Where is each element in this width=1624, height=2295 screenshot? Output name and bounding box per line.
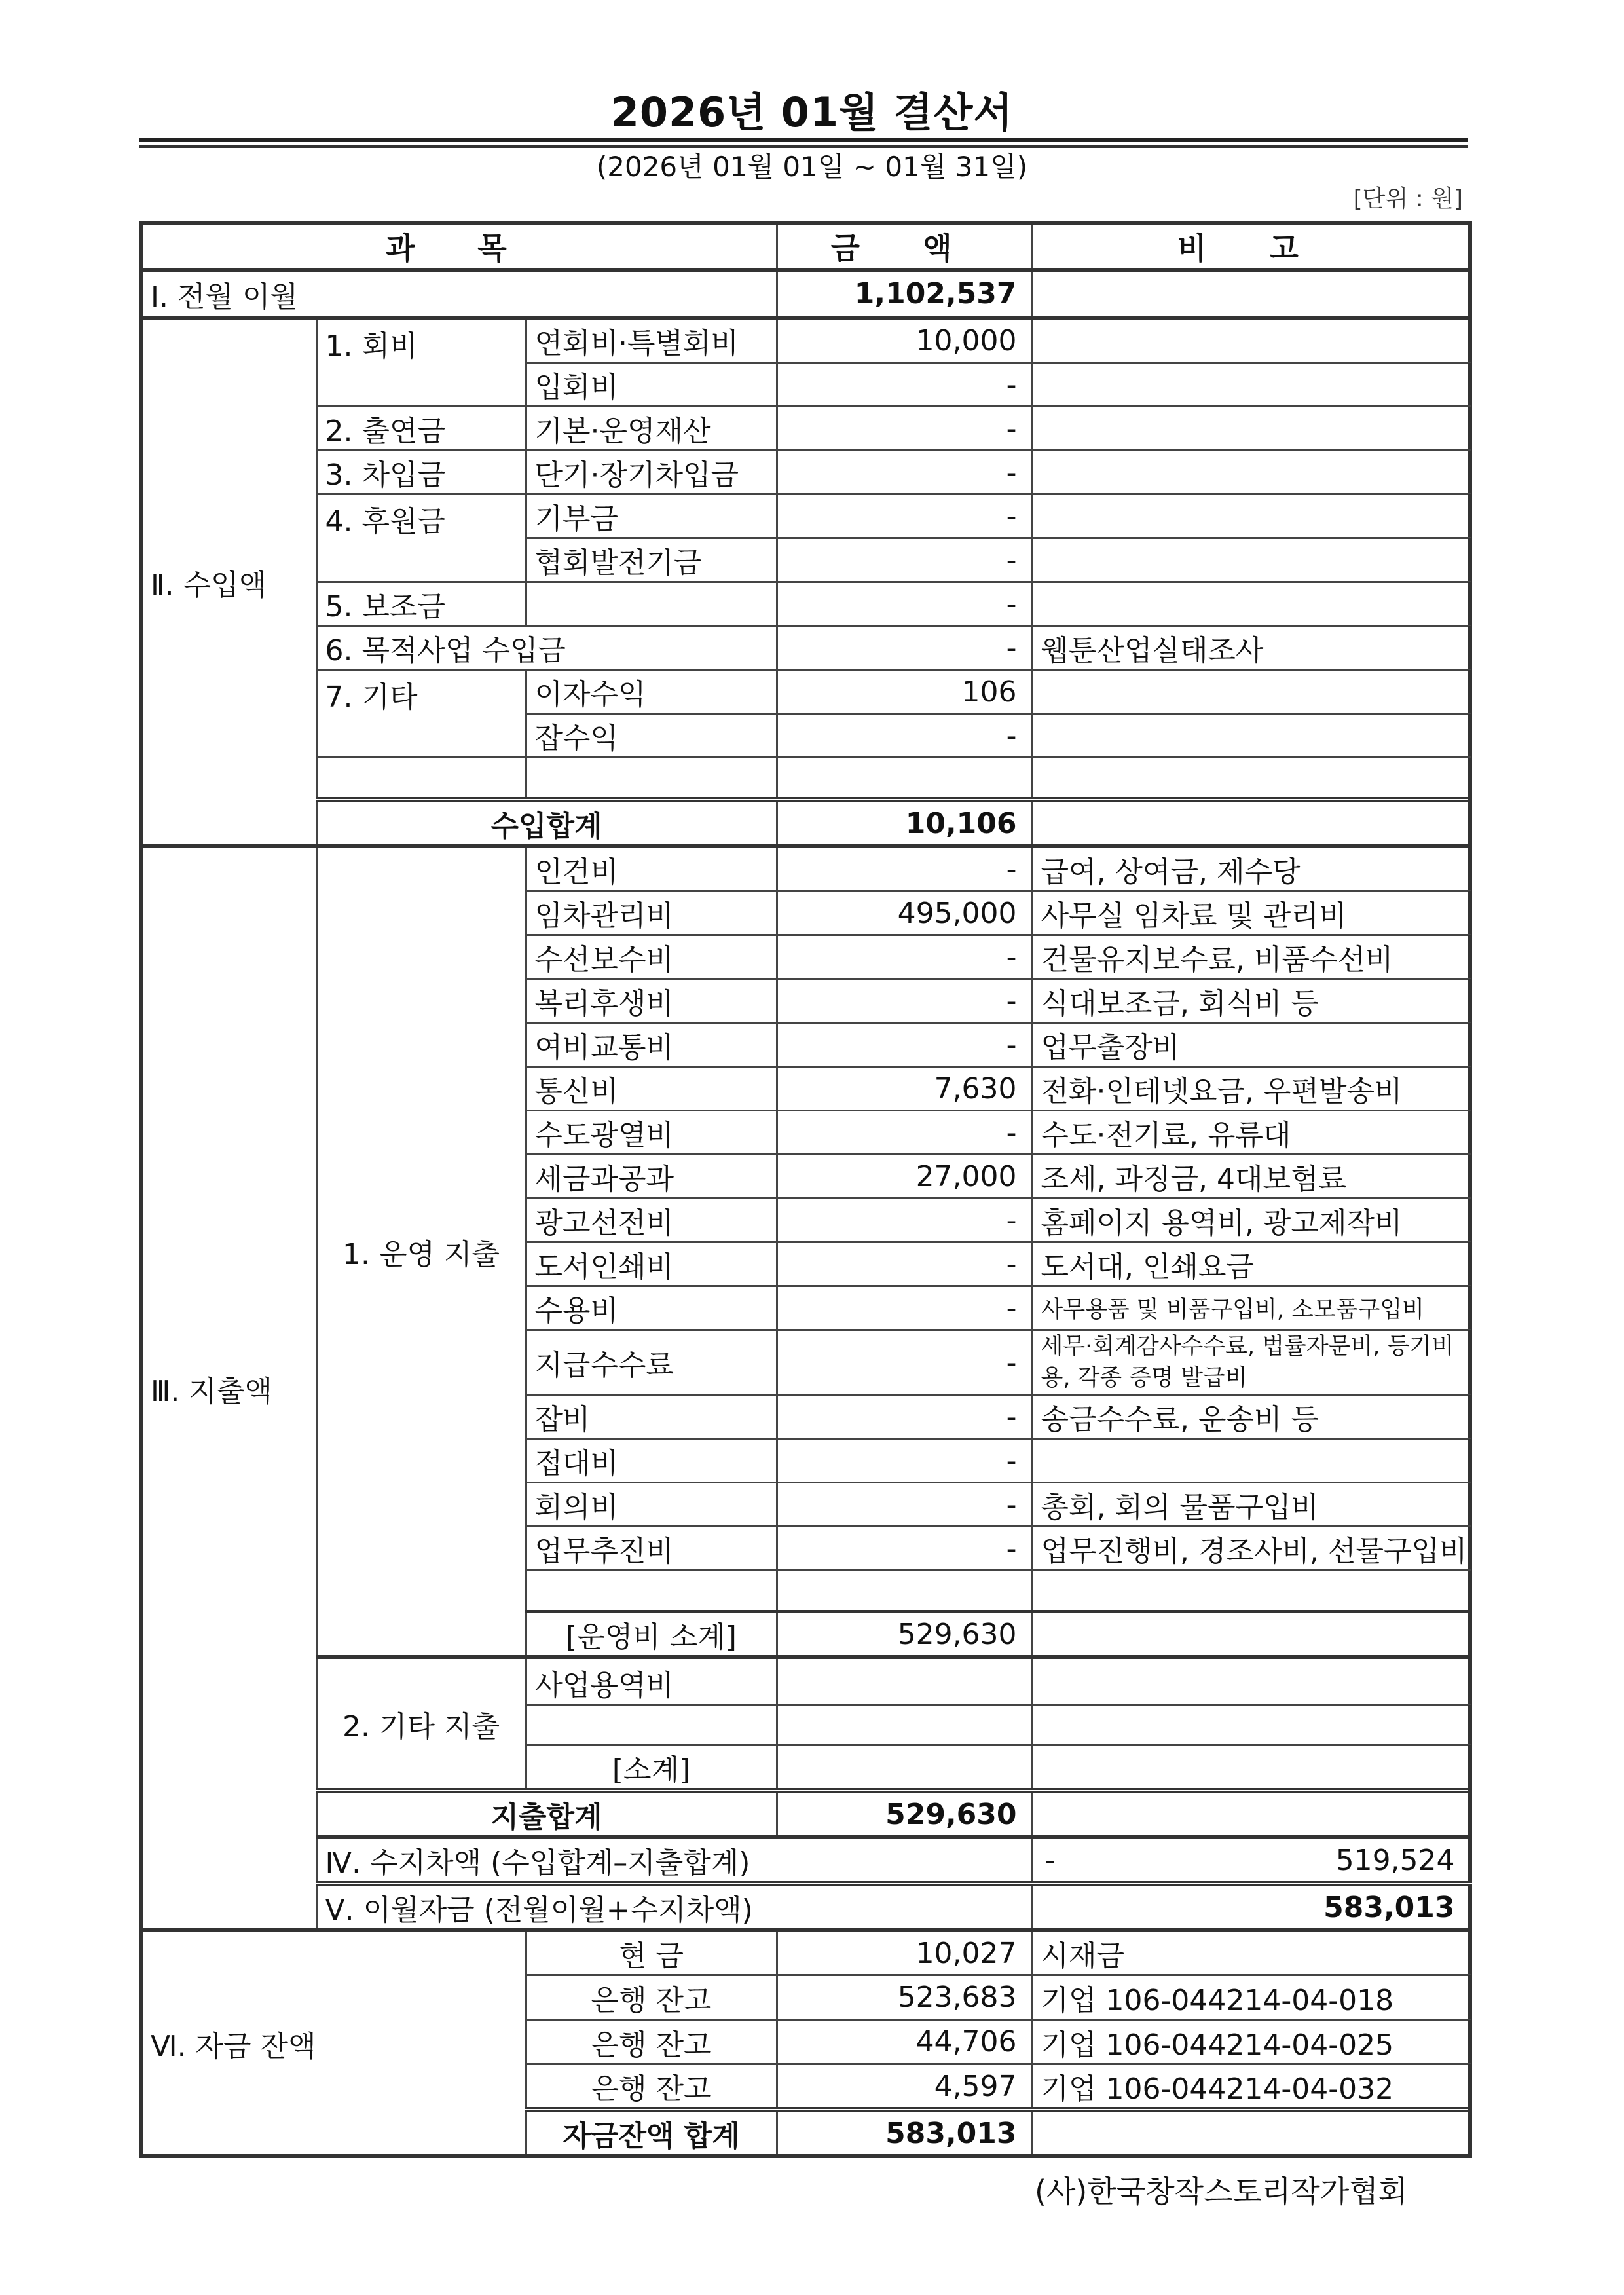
income-item: 기본·운영재산 (526, 407, 777, 451)
expense-item: 수선보수비 (526, 935, 777, 979)
table-header-row (141, 223, 1470, 270)
expense-amount: - (777, 1111, 1032, 1155)
expense-note (1032, 1571, 1470, 1612)
expense-note: 급여, 상여금, 제수당 (1032, 846, 1470, 891)
income-amount: - (777, 626, 1032, 670)
table-row (141, 626, 1470, 670)
income-amount: - (777, 494, 1032, 538)
document-title: 2026년 01월 결산서 (610, 88, 1014, 136)
expense-item: 수도광열비 (526, 1111, 777, 1155)
expense-note: 송금수수료, 운송비 등 (1032, 1395, 1470, 1439)
expense-amount: - (777, 979, 1032, 1023)
income-amount: - (777, 538, 1032, 582)
carryover-note (1032, 270, 1470, 318)
other-group-label: 2. 기타 지출 (316, 1657, 526, 1791)
table-row (141, 318, 1470, 363)
header-amount: 금 액 (777, 223, 1032, 270)
expense-total-row (141, 1791, 1470, 1837)
other-subtotal-note (1032, 1745, 1470, 1791)
expense-note: 홈페이지 용역비, 광고제작비 (1032, 1199, 1470, 1242)
organization-name: (사)한국창작스토리작가협회 (1035, 2174, 1408, 2209)
expense-item: 인건비 (526, 846, 777, 891)
balance-amount: 519,524 (1335, 1843, 1455, 1877)
header-subject: 과 목 (141, 223, 777, 270)
expense-note (1032, 1439, 1470, 1483)
expense-amount (777, 1571, 1032, 1612)
carryover-label: Ⅰ. 전월 이월 (141, 270, 777, 318)
expense-item: 통신비 (526, 1067, 777, 1111)
expense-note: 총회, 회의 물품구입비 (1032, 1483, 1470, 1527)
table-row (141, 670, 1470, 714)
income-group: 3. 차입금 (316, 451, 526, 494)
expense-note: 사무용품 및 비품구입비, 소모품구입비 (1032, 1286, 1470, 1330)
income-group: 6. 목적사업 수입금 (316, 626, 777, 670)
income-group: 7. 기타 (316, 670, 526, 758)
income-item: 연회비·특별회비 (526, 318, 777, 363)
expense-total-label: 지출합계 (316, 1791, 777, 1837)
expense-item (526, 1705, 777, 1745)
other-subtotal-amount (777, 1745, 1032, 1791)
income-item: 협회발전기금 (526, 538, 777, 582)
expense-item: 잡비 (526, 1395, 777, 1439)
expense-item: 접대비 (526, 1439, 777, 1483)
expense-amount: - (777, 1023, 1032, 1067)
income-total-amount: 10,106 (777, 800, 1032, 846)
income-section-label: Ⅱ. 수입액 (141, 318, 316, 846)
operating-group-label: 1. 운영 지출 (316, 846, 526, 1657)
other-subtotal-label: [소계] (526, 1745, 777, 1791)
balance-row (141, 1837, 1470, 1884)
expense-note: 식대보조금, 회식비 등 (1032, 979, 1470, 1023)
expense-note: 업무출장비 (1032, 1023, 1470, 1067)
funds-total-amount: 583,013 (777, 2110, 1032, 2156)
income-item (526, 582, 777, 626)
carry-forward-amount: 583,013 (1032, 1884, 1470, 1930)
income-note (1032, 451, 1470, 494)
income-item: 잡수익 (526, 714, 777, 758)
header-note: 비 고 (1032, 223, 1470, 270)
operating-subtotal-amount: 529,630 (777, 1612, 1032, 1658)
expense-total-note (1032, 1791, 1470, 1837)
expense-amount: - (777, 1439, 1032, 1483)
funds-total-label: 자금잔액 합계 (526, 2110, 777, 2156)
income-amount: - (777, 582, 1032, 626)
expense-amount: 495,000 (777, 891, 1032, 935)
table-row (141, 494, 1470, 538)
income-total-label: 수입합계 (316, 800, 777, 846)
income-amount (777, 758, 1032, 800)
expense-item: 세금과공과 (526, 1155, 777, 1199)
expense-amount: - (777, 1395, 1032, 1439)
income-amount: 10,000 (777, 318, 1032, 363)
fund-item: 은행 잔고 (526, 2020, 777, 2064)
table-row (141, 407, 1470, 451)
expense-amount: - (777, 1330, 1032, 1395)
funds-total-note (1032, 2110, 1470, 2156)
income-note (1032, 363, 1470, 407)
expense-note: 조세, 과징금, 4대보험료 (1032, 1155, 1470, 1199)
fund-note: 기업 106-044214-04-025 (1032, 2020, 1470, 2064)
expense-note: 수도·전기료, 유류대 (1032, 1111, 1470, 1155)
expense-item: 지급수수료 (526, 1330, 777, 1395)
expense-amount (777, 1705, 1032, 1745)
expense-total-amount: 529,630 (777, 1791, 1032, 1837)
expense-amount: 27,000 (777, 1155, 1032, 1199)
fund-note: 기업 106-044214-04-032 (1032, 2064, 1470, 2110)
table-row (141, 451, 1470, 494)
expense-note: 전화·인테넷요금, 우편발송비 (1032, 1067, 1470, 1111)
carry-forward-label: Ⅴ. 이월자금 (전월이월+수지차액) (316, 1884, 1032, 1930)
balance-label: Ⅳ. 수지차액 (수입합계–지출합계) (316, 1837, 1032, 1884)
income-note (1032, 318, 1470, 363)
carry-forward-row (141, 1884, 1470, 1930)
income-group: 4. 후원금 (316, 494, 526, 582)
expense-item: 수용비 (526, 1286, 777, 1330)
income-item: 이자수익 (526, 670, 777, 714)
income-group (316, 758, 526, 800)
expense-note: 업무진행비, 경조사비, 선물구입비 (1032, 1527, 1470, 1571)
expense-item: 도서인쇄비 (526, 1242, 777, 1286)
income-note (1032, 670, 1470, 714)
expense-item: 업무추진비 (526, 1527, 777, 1571)
income-note (1032, 582, 1470, 626)
expense-item: 광고선전비 (526, 1199, 777, 1242)
carryover-amount: 1,102,537 (777, 270, 1032, 318)
carryover-row (141, 270, 1470, 318)
income-note (1032, 758, 1470, 800)
expense-amount: - (777, 1242, 1032, 1286)
income-amount: - (777, 714, 1032, 758)
income-item: 입회비 (526, 363, 777, 407)
expense-note: 건물유지보수료, 비품수선비 (1032, 935, 1470, 979)
fund-item: 현 금 (526, 1930, 777, 1975)
fund-amount: 44,706 (777, 2020, 1032, 2064)
income-group: 2. 출연금 (316, 407, 526, 451)
income-amount: - (777, 407, 1032, 451)
expense-item: 여비교통비 (526, 1023, 777, 1067)
expense-item: 복리후생비 (526, 979, 777, 1023)
table-row (141, 846, 1470, 891)
period-subtitle: (2026년 01월 01일 ~ 01월 31일) (596, 151, 1028, 183)
income-note (1032, 407, 1470, 451)
expense-item: 사업용역비 (526, 1657, 777, 1705)
expense-note (1032, 1705, 1470, 1745)
income-note (1032, 538, 1470, 582)
expense-item: 회의비 (526, 1483, 777, 1527)
expense-amount (777, 1657, 1032, 1705)
income-amount: - (777, 451, 1032, 494)
expense-amount: - (777, 846, 1032, 891)
table-row (141, 582, 1470, 626)
fund-item: 은행 잔고 (526, 1975, 777, 2020)
expense-item: 임차관리비 (526, 891, 777, 935)
expense-amount: - (777, 1286, 1032, 1330)
table-row-blank (141, 758, 1470, 800)
funds-section-label: Ⅵ. 자금 잔액 (141, 1930, 526, 2156)
table-row (141, 1657, 1470, 1705)
operating-subtotal-note (1032, 1612, 1470, 1658)
expense-amount: 7,630 (777, 1067, 1032, 1111)
income-item: 단기·장기차입금 (526, 451, 777, 494)
settlement-table (139, 221, 1472, 2158)
fund-row (141, 1930, 1470, 1975)
balance-amount-cell (1032, 1837, 1470, 1884)
income-group: 1. 회비 (316, 318, 526, 407)
expense-note: 사무실 임차료 및 관리비 (1032, 891, 1470, 935)
operating-subtotal-label: [운영비 소계] (526, 1612, 777, 1658)
income-group: 5. 보조금 (316, 582, 526, 626)
expense-note (1032, 1657, 1470, 1705)
income-item (526, 758, 777, 800)
expense-section-label: Ⅲ. 지출액 (141, 846, 316, 1930)
expense-note: 세무·회계감사수수료, 법률자문비, 등기비용, 각종 증명 발급비 (1032, 1330, 1470, 1395)
fund-amount: 523,683 (777, 1975, 1032, 2020)
unit-label: [단위 : 원] (1353, 185, 1463, 212)
fund-note: 시재금 (1032, 1930, 1470, 1975)
fund-amount: 4,597 (777, 2064, 1032, 2110)
title-rule (139, 138, 1468, 142)
income-note (1032, 494, 1470, 538)
expense-amount: - (777, 935, 1032, 979)
income-item: 기부금 (526, 494, 777, 538)
fund-item: 은행 잔고 (526, 2064, 777, 2110)
expense-amount: - (777, 1527, 1032, 1571)
fund-amount: 10,027 (777, 1930, 1032, 1975)
income-amount: - (777, 363, 1032, 407)
income-total-row (141, 800, 1470, 846)
income-note (1032, 714, 1470, 758)
income-total-note (1032, 800, 1470, 846)
expense-amount: - (777, 1483, 1032, 1527)
expense-amount: - (777, 1199, 1032, 1242)
income-note: 웹툰산업실태조사 (1032, 626, 1470, 670)
expense-item (526, 1571, 777, 1612)
negative-sign: - (1044, 1843, 1056, 1877)
income-amount: 106 (777, 670, 1032, 714)
expense-note: 도서대, 인쇄요금 (1032, 1242, 1470, 1286)
fund-note: 기업 106-044214-04-018 (1032, 1975, 1470, 2020)
